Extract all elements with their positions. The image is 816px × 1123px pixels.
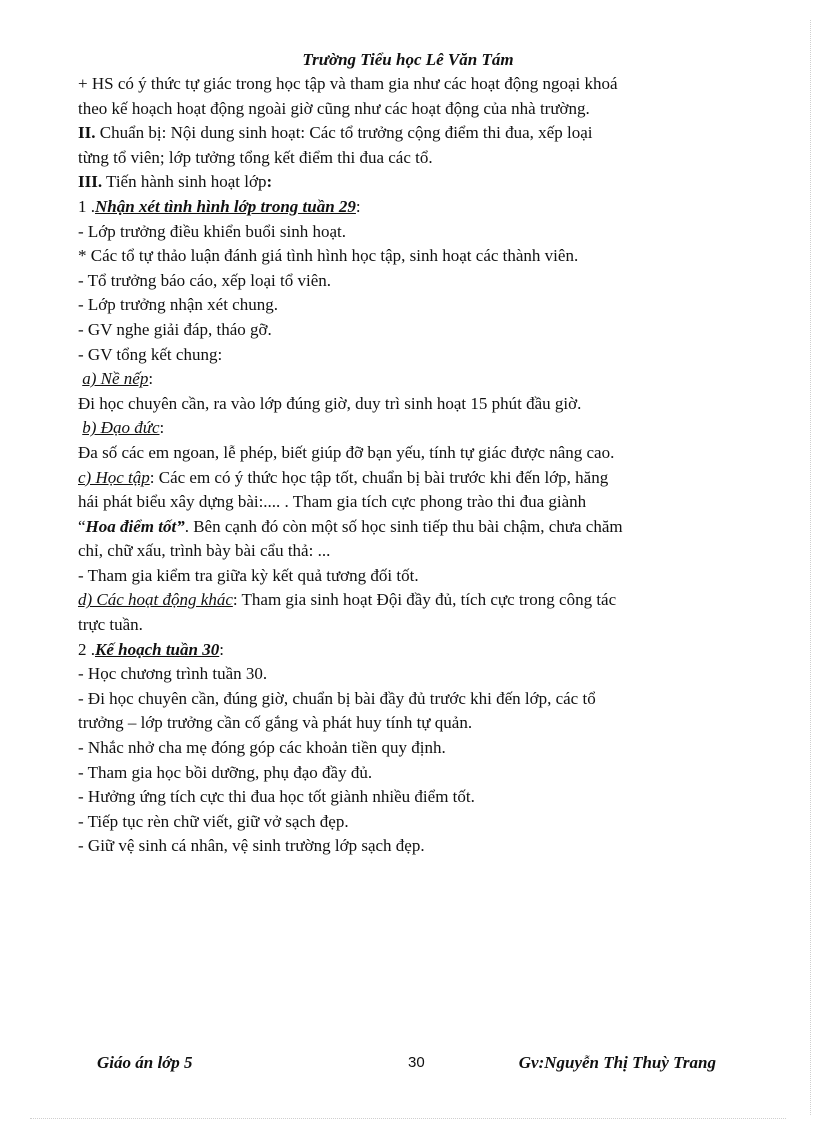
section-label: II. <box>78 123 96 143</box>
page-header: Trường Tiểu học Lê Văn Tám <box>302 50 514 69</box>
text-line: - Lớp trưởng nhận xét chung. <box>78 295 278 315</box>
item-title: b) Đạo đức <box>82 418 160 438</box>
text-line: hái phát biểu xây dựng bài:.... . Tham gia tích cực phong trào thi đua giành <box>78 492 587 512</box>
item-title: c) Học tập <box>78 467 150 487</box>
page-footer <box>0 1053 816 1077</box>
section-procedure: III. Tiến hành sinh hoạt lớp: <box>78 172 273 192</box>
subsection-plan: 2 .Kế hoạch tuần 30: <box>78 639 224 659</box>
text-line: - Học chương trình tuần 30. <box>78 664 268 684</box>
text-line: - GV tổng kết chung: <box>78 344 223 364</box>
section-preparation: II. Chuẩn bị: Nội dung sinh hoạt: Các tổ trưởng cộng điểm thi đua, xếp loại <box>78 123 593 143</box>
text-line: - Nhắc nhở cha mẹ đóng góp các khoản tiền quy định. <box>78 738 446 758</box>
text-line: - Lớp trưởng điều khiển buổi sinh hoạt. <box>78 221 346 241</box>
emphasis-text: Hoa điểm tốt” <box>85 516 185 536</box>
text-line: trực tuần. <box>78 615 143 635</box>
section-heading: Chuẩn bị: <box>95 123 167 143</box>
page-border-right <box>810 20 811 1115</box>
page-border-bottom <box>30 1118 786 1119</box>
lesson-content <box>78 72 728 859</box>
footer-course: Giáo án lớp 5 <box>97 1053 193 1072</box>
text-line: - Giữ vệ sinh cá nhân, vệ sinh trường lớp sạch đẹp. <box>78 836 425 856</box>
text-line: - Tổ trưởng báo cáo, xếp loại tổ viên. <box>78 270 331 290</box>
subsection-title: Nhận xét tình hình lớp trong tuần 29 <box>95 196 356 216</box>
item-study: c) Học tập: Các em có ý thức học tập tốt, chuẩn bị bài trước khi đến lớp, hăng <box>78 467 609 487</box>
item-ethics: b) Đạo đức: <box>82 418 165 438</box>
item-title: a) Nề nếp <box>82 369 149 389</box>
text-line: - Đi học chuyên cần, đúng giờ, chuẩn bị bài đầy đủ trước khi đến lớp, các tổ <box>78 688 596 708</box>
text-line: - Tham gia kiểm tra giữa kỳ kết quả tương đối tốt. <box>78 565 419 585</box>
item-other-activities: d) Các hoạt động khác: Tham gia sinh hoạt Đội đầy đủ, tích cực trong công tác <box>78 590 617 610</box>
text-line: chỉ, chữ xấu, trình bày bài cẩu thả: ... <box>78 541 331 561</box>
text-line: “Hoa điểm tốt”. Bên cạnh đó còn một số học sinh tiếp thu bài chậm, chưa chăm <box>78 516 623 536</box>
text-line: - Hưởng ứng tích cực thi đua học tốt giành nhiều điểm tốt. <box>78 787 475 807</box>
text-line: * Các tổ tự thảo luận đánh giá tình hình học tập, sinh hoạt các thành viên. <box>78 246 579 266</box>
text-line: - GV nghe giải đáp, tháo gỡ. <box>78 319 272 339</box>
text-line: - Tiếp tục rèn chữ viết, giữ vở sạch đẹp. <box>78 811 349 831</box>
subsection-title: Kế hoạch tuần 30 <box>95 639 220 659</box>
text-line: từng tổ viên; lớp tưởng tổng kết điểm thi đua các tổ. <box>78 147 433 167</box>
item-discipline: a) Nề nếp: <box>82 369 154 389</box>
footer-teacher: Gv:Nguyễn Thị Thuỳ Trang <box>518 1053 716 1072</box>
text-line: trưởng – lớp trưởng cần cố gắng và phát huy tính tự quản. <box>78 713 473 733</box>
text-line: theo kế hoạch hoạt động ngoài giờ cũng như các hoạt động của nhà trường. <box>78 98 590 118</box>
section-label: III. <box>78 172 103 192</box>
text-line: + HS có ý thức tự giác trong học tập và tham gia như các hoạt động ngoại khoá <box>78 74 618 93</box>
page-number: 30 <box>408 1054 425 1071</box>
text-line: - Tham gia học bồi dưỡng, phụ đạo đầy đủ. <box>78 762 373 782</box>
text-line: Đi học chuyên cần, ra vào lớp đúng giờ, duy trì sinh hoạt 15 phút đầu giờ. <box>78 393 582 413</box>
text-line: Đa số các em ngoan, lễ phép, biết giúp đỡ bạn yếu, tính tự giác được nâng cao. <box>78 442 615 462</box>
subsection-review: 1 .Nhận xét tình hình lớp trong tuần 29: <box>78 196 361 216</box>
item-title: d) Các hoạt động khác <box>78 590 233 610</box>
